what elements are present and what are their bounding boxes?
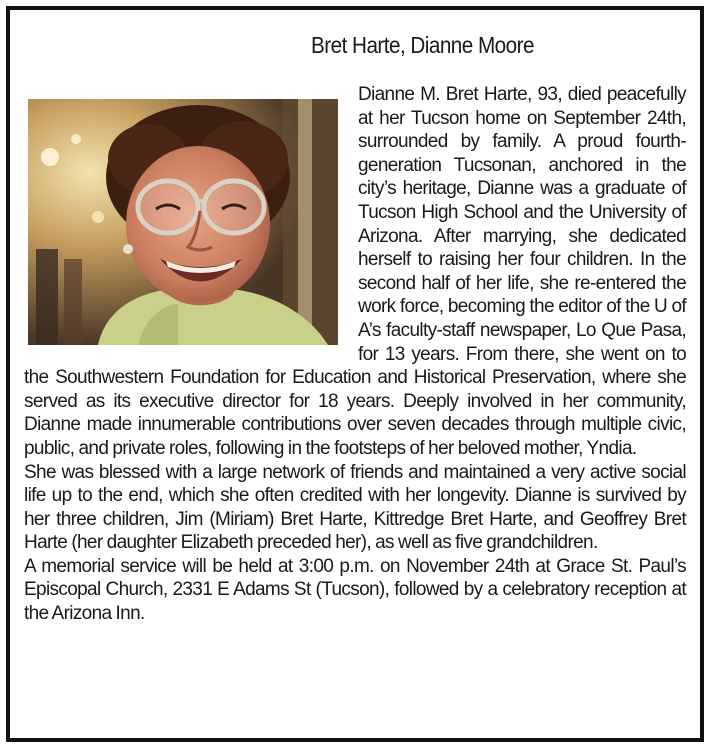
obituary-frame: [6, 6, 704, 742]
obituary-paragraph-1: Dianne M. Bret Harte, 93, died peacefully at her Tucson home on September 24th, surrounded by family. A proud fourth-generation Tucsonan, anchored in the city’s heritage, Dianne was a graduate of Tucson High School and the University of Arizona. After marrying, she dedicated herself to raising her four children. In the second half of her life, she re-entered the work force, becoming the editor of the U of A’s faculty-staff newspaper, Lo Que Pasa, for 13 years. From there, she went on to the Southwestern Foundation for Education and Historical Preservation, where she served as its executive director for 18 years. Deeply involved in her community, Dianne made innumerable contributions over seven decades through multiple civic, public, and private roles, following in the footsteps of her beloved mother, Yndia.: [24, 84, 686, 459]
obituary-title: Bret Harte, Dianne Moore: [311, 32, 534, 58]
portrait-photo: [28, 99, 338, 345]
portrait-illustration: [28, 99, 338, 345]
obituary-paragraph-3: A memorial service will be held at 3:00 p.m. on November 24th at Grace St. Paul’s Episcopal Church, 2331 E Adams St (Tucson), followed by a celebratory reception at the Arizona Inn.: [24, 555, 686, 625]
obituary-paragraph-2: She was blessed with a large network of friends and maintained a very active social life up to the end, which she often credited with her longevity. Dianne is survived by her three children, Jim (Miriam) Bret Harte, Kittredge Bret Harte, and Geoffrey Bret Harte (her daughter Elizabeth preceded her), as well as five grandchildren.: [24, 461, 686, 554]
obituary-body: [24, 83, 686, 626]
